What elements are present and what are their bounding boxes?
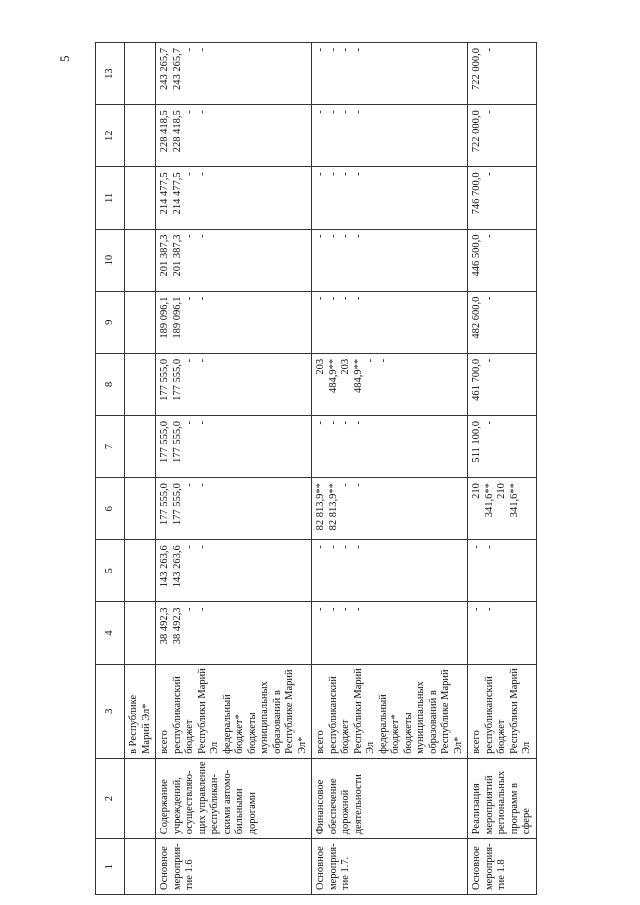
amount-value: 210 341,6**: [496, 483, 520, 518]
empty-cell: [125, 758, 156, 838]
page-number: 5: [57, 55, 72, 62]
amount-cell: [468, 602, 537, 664]
amount-value: -: [184, 296, 195, 301]
amount-value: -: [340, 296, 351, 301]
amount-value: 746 700,0: [471, 172, 482, 215]
amount-value: 177 555,0: [171, 420, 183, 463]
amount-value: 189 096,1: [159, 296, 170, 339]
amount-cell: [156, 478, 312, 540]
amount-value: 177 555,0: [159, 358, 170, 401]
amount-value: -: [196, 234, 208, 239]
funding-source: всего: [471, 730, 482, 754]
amount-value: -: [352, 48, 364, 52]
amount-value: -: [340, 234, 351, 239]
amount-value: -: [315, 172, 326, 176]
amount-value: -: [327, 420, 339, 425]
amount-cell: [156, 540, 312, 602]
amount-value: -: [184, 545, 195, 549]
amount-value: 82 813,9**: [315, 483, 326, 531]
amount-cell: [312, 43, 468, 105]
amount-value: 722 000,0: [471, 110, 482, 153]
amount-value: -: [340, 110, 351, 114]
carry-over-row: [125, 43, 156, 895]
amount-value: 228 418,5: [171, 110, 183, 153]
amount-value: -: [352, 545, 364, 549]
funding-source: республиканский бюджет Республики Марий Эл: [171, 668, 220, 754]
amount-value: -: [196, 296, 208, 301]
empty-cell: [125, 167, 156, 229]
amount-value: -: [315, 545, 326, 549]
empty-cell: [125, 602, 156, 664]
amount-value: -: [196, 358, 208, 363]
measure-code: Основное мероприя-тие 1.6: [156, 839, 312, 895]
amount-value: 143 263,6: [159, 545, 170, 588]
amount-cell: [156, 105, 312, 167]
funding-sources: [312, 664, 468, 758]
amount-value: -: [327, 110, 339, 114]
column-number-row: [96, 43, 125, 895]
amount-value: -: [196, 607, 208, 611]
amount-value: -: [340, 420, 351, 425]
amount-value: -: [352, 483, 364, 487]
funding-source: республиканский бюджет Республики Марий Эл: [483, 668, 532, 754]
amount-cell: [468, 540, 537, 602]
amount-value: 722 000,0: [471, 48, 482, 90]
amount-cell: [312, 105, 468, 167]
amount-value: -: [184, 172, 195, 176]
amount-value: -: [352, 172, 364, 176]
amount-value: 203 484,9**: [315, 358, 339, 393]
column-number: 11: [96, 167, 125, 229]
amount-value: -: [327, 172, 339, 176]
amount-cell: [156, 353, 312, 415]
amount-cell: [312, 353, 468, 415]
empty-cell: [125, 105, 156, 167]
amount-value: -: [483, 420, 495, 425]
amount-cell: [468, 229, 537, 291]
amount-value: -: [483, 110, 495, 114]
amount-cell: [468, 43, 537, 105]
amount-value: 243 265,7: [159, 48, 170, 90]
amount-value: -: [340, 483, 351, 487]
budget-table: [95, 42, 537, 895]
amount-cell: [312, 229, 468, 291]
column-number: 3: [96, 664, 125, 758]
measure-title: Финансовое обеспечение дорожной деятельности: [312, 758, 468, 838]
amount-value: -: [483, 234, 495, 239]
amount-value: -: [315, 296, 326, 301]
column-number: 12: [96, 105, 125, 167]
funding-source: всего: [159, 730, 170, 754]
column-number: 1: [96, 839, 125, 895]
empty-cell: [125, 353, 156, 415]
empty-cell: [125, 43, 156, 105]
amount-value: 177 555,0: [159, 420, 170, 463]
amount-value: -: [315, 110, 326, 114]
amount-value: 228 418,5: [159, 110, 170, 153]
empty-cell: [125, 229, 156, 291]
amount-value: 177 555,0: [171, 483, 183, 526]
amount-value: -: [196, 483, 208, 487]
amount-value: 446 500,0: [471, 234, 482, 277]
amount-cell: [312, 415, 468, 477]
amount-value: -: [483, 358, 495, 363]
amount-value: 511 100,0: [471, 420, 482, 463]
amount-value: -: [483, 172, 495, 176]
funding-source: всего: [315, 730, 326, 754]
amount-value: 143 263,6: [171, 545, 183, 588]
amount-value: -: [315, 420, 326, 425]
amount-value: 82 813,9**: [327, 483, 339, 531]
amount-cell: [468, 415, 537, 477]
amount-value: -: [196, 110, 208, 114]
amount-value: 38 492,3: [159, 607, 170, 645]
amount-value: -: [184, 234, 195, 239]
amount-cell: [312, 478, 468, 540]
amount-cell: [156, 415, 312, 477]
amount-cell: [468, 353, 537, 415]
amount-value: -: [184, 420, 195, 425]
amount-value: -: [352, 607, 364, 611]
amount-value: -: [315, 607, 326, 611]
amount-value: -: [352, 296, 364, 301]
landscape-sheet: [95, 40, 640, 895]
amount-cell: [156, 602, 312, 664]
amount-value: -: [196, 172, 208, 176]
amount-value: -: [483, 48, 495, 52]
amount-cell: [312, 167, 468, 229]
funding-source: бюджеты муниципальных образований в Республике Марий Эл*: [402, 669, 464, 754]
amount-cell: [468, 291, 537, 353]
amount-value: -: [377, 358, 389, 363]
amount-value: 243 265,7: [171, 48, 183, 90]
amount-value: -: [327, 607, 339, 611]
amount-value: 177 555,0: [159, 483, 170, 526]
amount-value: 210 341,6**: [471, 483, 495, 518]
measure-code: Основное мероприя-тие 1.8: [468, 839, 537, 895]
amount-value: -: [340, 545, 351, 549]
empty-cell: [125, 540, 156, 602]
amount-value: -: [196, 48, 208, 52]
amount-cell: [156, 229, 312, 291]
amount-value: 461 700,0: [471, 358, 482, 401]
amount-value: 214 477,5: [171, 172, 183, 215]
column-number: 4: [96, 602, 125, 664]
column-number: 9: [96, 291, 125, 353]
column-number: 13: [96, 43, 125, 105]
amount-value: -: [315, 234, 326, 239]
amount-value: -: [352, 110, 364, 114]
column-number: 7: [96, 415, 125, 477]
amount-value: -: [196, 420, 208, 425]
column-number: 5: [96, 540, 125, 602]
amount-value: -: [471, 607, 482, 611]
amount-value: 177 555,0: [171, 358, 183, 401]
measure-row: [468, 43, 537, 895]
empty-cell: [125, 839, 156, 895]
amount-value: -: [184, 48, 195, 52]
amount-cell: [468, 105, 537, 167]
amount-value: -: [184, 483, 195, 487]
amount-cell: [312, 291, 468, 353]
amount-value: -: [315, 48, 326, 52]
amount-value: 482 600,0: [471, 296, 482, 339]
amount-value: -: [352, 234, 364, 239]
amount-value: 38 492,3: [171, 607, 183, 645]
amount-value: 203 484,9**: [340, 358, 364, 393]
amount-value: -: [483, 545, 495, 549]
amount-value: -: [327, 545, 339, 549]
empty-cell: [125, 291, 156, 353]
amount-value: -: [365, 358, 376, 363]
amount-cell: [156, 291, 312, 353]
amount-value: -: [327, 48, 339, 52]
funding-source: бюджеты муниципальных образований в Республике Марий Эл*: [246, 669, 308, 754]
measure-row: [312, 43, 468, 895]
amount-value: -: [471, 545, 482, 549]
column-number: 8: [96, 353, 125, 415]
measure-code: Основное мероприя-тие 1.7.: [312, 839, 468, 895]
amount-value: 201 387,3: [159, 234, 170, 277]
amount-value: -: [340, 607, 351, 611]
amount-cell: [312, 602, 468, 664]
amount-value: -: [340, 172, 351, 176]
amount-value: -: [184, 358, 195, 363]
amount-cell: [312, 540, 468, 602]
column-number: 6: [96, 478, 125, 540]
column-number: 2: [96, 758, 125, 838]
amount-cell: [156, 167, 312, 229]
amount-value: -: [184, 607, 195, 611]
amount-value: -: [483, 296, 495, 301]
funding-source: республиканский бюджет Республики Марий Эл: [327, 668, 376, 754]
funding-source: федеральный бюджет*: [377, 694, 401, 754]
empty-cell: [125, 415, 156, 477]
funding-sources: [156, 664, 312, 758]
measure-title: Реализация мероприятий региональных программ в сфере: [468, 758, 537, 838]
amount-value: 214 477,5: [159, 172, 170, 215]
amount-value: -: [327, 234, 339, 239]
amount-cell: [156, 43, 312, 105]
funding-source: федеральный бюджет*: [221, 694, 245, 754]
amount-value: -: [352, 420, 364, 425]
amount-value: -: [483, 607, 495, 611]
column-number: 10: [96, 229, 125, 291]
amount-value: -: [327, 296, 339, 301]
amount-value: -: [196, 545, 208, 549]
amount-cell: [468, 478, 537, 540]
amount-value: -: [340, 48, 351, 52]
funding-sources: [468, 664, 537, 758]
measure-title: Содержание учреждений, осуществляю-щих управление республикан-скими автомо-бильными дорогами: [156, 758, 312, 838]
amount-value: -: [184, 110, 195, 114]
empty-cell: [125, 478, 156, 540]
amount-value: 189 096,1: [171, 296, 183, 339]
amount-cell: [468, 167, 537, 229]
amount-value: 201 387,3: [171, 234, 183, 277]
carry-over-text: в Республике Марий Эл*: [125, 664, 156, 758]
measure-row: [156, 43, 312, 895]
